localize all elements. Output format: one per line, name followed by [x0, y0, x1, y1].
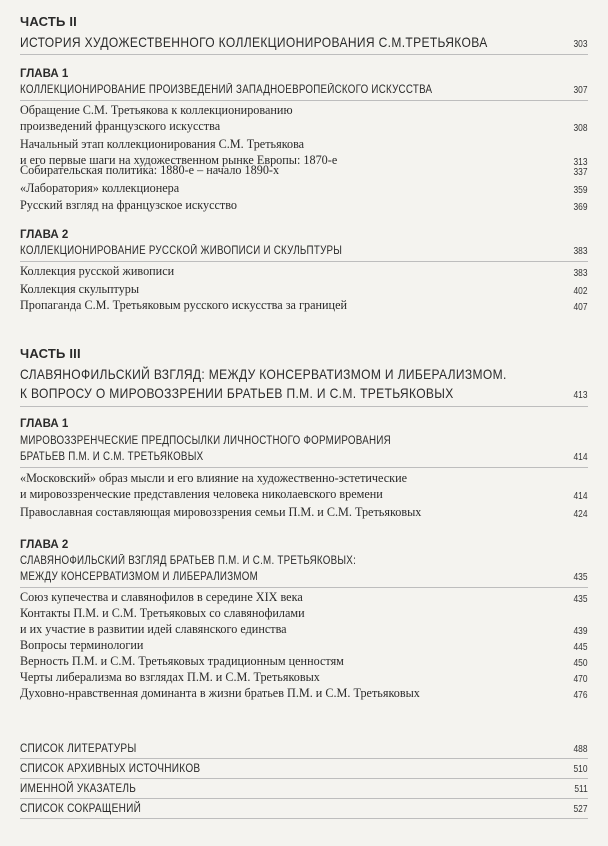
entry-text: Верность П.М. и С.М. Третьяковых традиционным ценностям	[20, 654, 344, 668]
toc-entry	[20, 470, 588, 502]
page-number: 527	[573, 803, 588, 815]
entry-text: Коллекция русской живописи	[20, 264, 175, 278]
chapter-title-row	[20, 435, 588, 447]
page-number: 439	[573, 625, 588, 637]
chapter-label	[20, 418, 588, 430]
page-number: 413	[573, 389, 588, 401]
entry-text: Черты либерализма во взглядах П.М. и С.М. Третьяковых	[20, 670, 320, 684]
toc-entry	[20, 637, 588, 653]
entry-text: Коллекция скульптуры	[20, 282, 140, 296]
part-title: К ВОПРОСУ О МИРОВОЗЗРЕНИИ БРАТЬЕВ П.М. И С.М. ТРЕТЬЯКОВЫХ	[20, 385, 454, 401]
entry-line: «Московский» образ мысли и его влияние на художественно-эстетические	[20, 471, 408, 485]
part-title-row	[20, 34, 588, 50]
chapter-title: КОЛЛЕКЦИОНИРОВАНИЕ РУССКОЙ ЖИВОПИСИ И СКУЛЬПТУРЫ	[20, 245, 343, 257]
divider	[20, 798, 588, 799]
entry-line: и его первые шаги на художественном рынке Европы: 1870-е	[20, 153, 338, 167]
part-title: СЛАВЯНОФИЛЬСКИЙ ВЗГЛЯД: МЕЖДУ КОНСЕРВАТИЗМОМ И ЛИБЕРАЛИЗМОМ.	[20, 366, 507, 382]
toc-entry	[20, 162, 588, 178]
chapter-title: МИРОВОЗЗРЕНЧЕСКИЕ ПРЕДПОСЫЛКИ ЛИЧНОСТНОГО ФОРМИРОВАНИЯ	[20, 435, 391, 447]
divider	[20, 587, 588, 588]
chapter-label	[20, 539, 588, 551]
toc-entry	[20, 297, 588, 313]
toc-entry	[20, 685, 588, 701]
divider	[20, 54, 588, 55]
part-title-row	[20, 366, 588, 382]
back-matter-entry	[20, 761, 588, 775]
page-number: 435	[573, 593, 588, 605]
entry-text: «Лаборатория» коллекционера	[20, 181, 180, 195]
page-number: 424	[573, 508, 588, 520]
divider	[20, 406, 588, 407]
chapter-title-row	[20, 555, 588, 567]
part-label-text: ЧАСТЬ III	[20, 346, 81, 361]
page-number: 307	[573, 84, 588, 96]
toc-entry	[20, 102, 588, 134]
page-number: 488	[573, 743, 588, 755]
back-matter-entry	[20, 781, 588, 795]
page-number: 414	[573, 451, 588, 463]
entry-line: Контакты П.М. и С.М. Третьяковых со славянофилами	[20, 606, 305, 620]
chapter-label-text: ГЛАВА 1	[20, 68, 69, 80]
toc-entry	[20, 180, 588, 196]
entry-line: Начальный этап коллекционирования С.М. Третьякова	[20, 137, 305, 151]
toc-entry	[20, 504, 588, 520]
back-matter-entry	[20, 741, 588, 755]
divider	[20, 100, 588, 101]
entry-text: Духовно-нравственная доминанта в жизни братьев П.М. и С.М. Третьяковых	[20, 686, 420, 700]
entry-text: Вопросы терминологии	[20, 638, 144, 652]
back-matter-title: ИМЕННОЙ УКАЗАТЕЛЬ	[20, 781, 137, 795]
page-number: 445	[573, 641, 588, 653]
entry-text: Пропаганда С.М. Третьяковым русского искусства за границей	[20, 298, 348, 312]
chapter-title-row	[20, 84, 588, 96]
page-number: 402	[573, 285, 588, 297]
page-number: 470	[573, 673, 588, 685]
toc-entry	[20, 197, 588, 213]
toc-entry	[20, 653, 588, 669]
page-number: 450	[573, 657, 588, 669]
chapter-label	[20, 68, 588, 80]
page-number: 476	[573, 689, 588, 701]
chapter-title-row	[20, 451, 588, 463]
page-number: 369	[573, 201, 588, 213]
part-title-row	[20, 385, 588, 401]
page-number: 511	[574, 783, 588, 795]
toc-entry	[20, 263, 588, 279]
page-number: 414	[573, 490, 588, 502]
part-label-text: ЧАСТЬ II	[20, 14, 77, 29]
page-number: 510	[573, 763, 588, 775]
page-number: 383	[573, 267, 588, 279]
back-matter-entry	[20, 801, 588, 815]
back-matter-title: СПИСОК ЛИТЕРАТУРЫ	[20, 741, 137, 755]
entry-line: Обращение С.М. Третьякова к коллекционированию	[20, 103, 293, 117]
divider	[20, 818, 588, 819]
part-label	[20, 14, 588, 29]
part-title: ИСТОРИЯ ХУДОЖЕСТВЕННОГО КОЛЛЕКЦИОНИРОВАНИЯ С.М.ТРЕТЬЯКОВА	[20, 34, 488, 50]
page-number: 383	[573, 245, 588, 257]
chapter-label-text: ГЛАВА 2	[20, 229, 69, 241]
chapter-title: МЕЖДУ КОНСЕРВАТИЗМОМ И ЛИБЕРАЛИЗМОМ	[20, 571, 259, 583]
entry-text	[20, 470, 407, 502]
chapter-title: КОЛЛЕКЦИОНИРОВАНИЕ ПРОИЗВЕДЕНИЙ ЗАПАДНОЕВРОПЕЙСКОГО ИСКУССТВА	[20, 84, 433, 96]
page-number: 313	[573, 156, 588, 168]
back-matter-title: СПИСОК СОКРАЩЕНИЙ	[20, 801, 142, 815]
chapter-title: СЛАВЯНОФИЛЬСКИЙ ВЗГЛЯД БРАТЬЕВ П.М. И С.М. ТРЕТЬЯКОВЫХ:	[20, 555, 357, 567]
entry-text: Собирательская политика: 1880-е – начало 1890-х	[20, 163, 280, 177]
entry-text	[20, 605, 305, 637]
chapter-title: БРАТЬЕВ П.М. И С.М. ТРЕТЬЯКОВЫХ	[20, 451, 204, 463]
part-label	[20, 346, 588, 361]
entry-line: и мировоззренческие представления человека николаевского времени	[20, 487, 383, 501]
divider	[20, 778, 588, 779]
toc-entry	[20, 281, 588, 297]
divider	[20, 467, 588, 468]
entry-line: произведений французского искусства	[20, 119, 221, 133]
page-number: 303	[573, 38, 588, 50]
entry-text: Русский взгляд на французское искусство	[20, 198, 238, 212]
chapter-title-row	[20, 571, 588, 583]
chapter-label-text: ГЛАВА 2	[20, 539, 69, 551]
entry-line: и их участие в развитии идей славянского единства	[20, 622, 287, 636]
toc-entry	[20, 605, 588, 637]
divider	[20, 261, 588, 262]
entry-text	[20, 102, 293, 134]
divider	[20, 758, 588, 759]
page-number: 435	[573, 571, 588, 583]
entry-text: Православная составляющая мировоззрения семьи П.М. и С.М. Третьяковых	[20, 505, 422, 519]
page-number: 407	[573, 301, 588, 313]
page-number: 359	[573, 184, 588, 196]
chapter-label-text: ГЛАВА 1	[20, 418, 69, 430]
chapter-title-row	[20, 245, 588, 257]
page-number: 337	[573, 166, 588, 178]
toc-entry	[20, 669, 588, 685]
back-matter-title: СПИСОК АРХИВНЫХ ИСТОЧНИКОВ	[20, 761, 201, 775]
toc-entry	[20, 589, 588, 605]
entry-text: Союз купечества и славянофилов в середине XIX века	[20, 590, 303, 604]
page-number: 308	[573, 122, 588, 134]
chapter-label	[20, 229, 588, 241]
